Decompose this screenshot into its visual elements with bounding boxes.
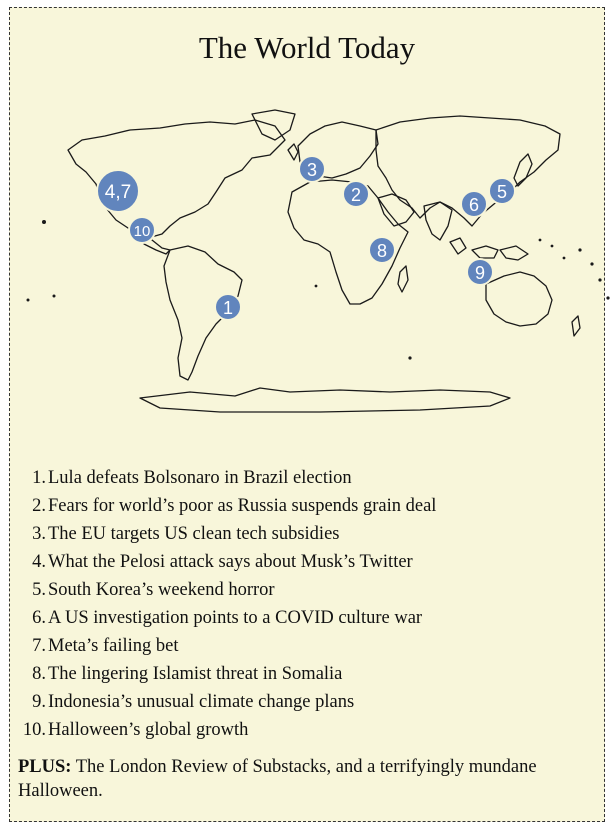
list-item — [10, 492, 436, 520]
list-item-text: Halloween’s global growth — [48, 720, 249, 740]
list-item-number: 4. — [32, 552, 46, 572]
list-item-text: Indonesia’s unusual climate change plans — [48, 692, 355, 712]
list-item-text: Meta’s failing bet — [48, 636, 179, 656]
new-zealand-outline — [572, 316, 580, 336]
map-marker-2 — [343, 181, 369, 207]
svg-text:3: 3 — [306, 160, 318, 180]
continent-outlines — [68, 110, 580, 412]
svg-text:1: 1 — [222, 298, 234, 318]
australia-outline — [486, 272, 552, 326]
list-item — [10, 604, 436, 632]
map-marker-5 — [489, 178, 515, 204]
list-item — [10, 520, 436, 548]
list-item-number: 2. — [32, 496, 46, 516]
list-item-number: 9. — [32, 692, 46, 712]
list-item-number: 7. — [32, 636, 46, 656]
madagascar-outline — [398, 266, 408, 292]
japan-outline — [514, 154, 532, 186]
svg-text:10: 10 — [133, 223, 151, 240]
plus-label: PLUS: — [18, 757, 72, 777]
list-item-text: What the Pelosi attack says about Musk’s Twitter — [48, 552, 413, 572]
list-item-text: The lingering Islamist threat in Somalia — [48, 664, 343, 684]
list-item — [10, 716, 436, 744]
list-item-text: The EU targets US clean tech subsidies — [48, 524, 340, 544]
list-item — [10, 660, 436, 688]
list-item-number: 1. — [32, 468, 46, 488]
list-item — [10, 576, 436, 604]
svg-text:9: 9 — [474, 263, 486, 283]
map-marker-8 — [369, 237, 395, 263]
plus-note — [18, 755, 578, 803]
plus-text: The London Review of Substacks, and a terrifyingly mundane Halloween. — [18, 757, 537, 801]
svg-text:6: 6 — [468, 195, 480, 215]
list-item-number: 3. — [32, 524, 46, 544]
antarctica-outline — [140, 388, 510, 412]
map-marker-3 — [299, 156, 325, 182]
map-marker-10 — [129, 217, 155, 243]
page-title: The World Today — [198, 30, 416, 65]
map-marker-1 — [215, 294, 241, 320]
svg-text:5: 5 — [496, 182, 508, 202]
svg-text:4,7: 4,7 — [104, 182, 132, 203]
list-item-number: 10. — [22, 720, 46, 740]
list-item-number: 6. — [32, 608, 46, 628]
list-item-text: Fears for world’s poor as Russia suspends grain deal — [48, 496, 437, 516]
svg-text:2: 2 — [350, 185, 362, 205]
small-islands — [27, 220, 610, 360]
list-item — [10, 632, 436, 660]
map-marker-4-7 — [97, 170, 139, 212]
sea-islands-outline — [450, 238, 528, 260]
svg-text:8: 8 — [376, 241, 388, 261]
world-map — [20, 100, 610, 430]
list-item-number: 8. — [32, 664, 46, 684]
map-marker-9 — [467, 259, 493, 285]
list-item-number: 5. — [32, 580, 46, 600]
list-item — [10, 548, 436, 576]
list-item-text: Lula defeats Bolsonaro in Brazil election — [48, 468, 352, 488]
map-marker-6 — [461, 191, 487, 217]
list-item — [10, 464, 436, 492]
india-outline — [424, 202, 452, 240]
headline-list — [10, 464, 436, 744]
uk-outline — [288, 144, 298, 160]
list-item-text: South Korea’s weekend horror — [48, 580, 275, 600]
list-item — [10, 688, 436, 716]
list-item-text: A US investigation points to a COVID culture war — [48, 608, 423, 628]
newsletter-card — [9, 7, 605, 822]
